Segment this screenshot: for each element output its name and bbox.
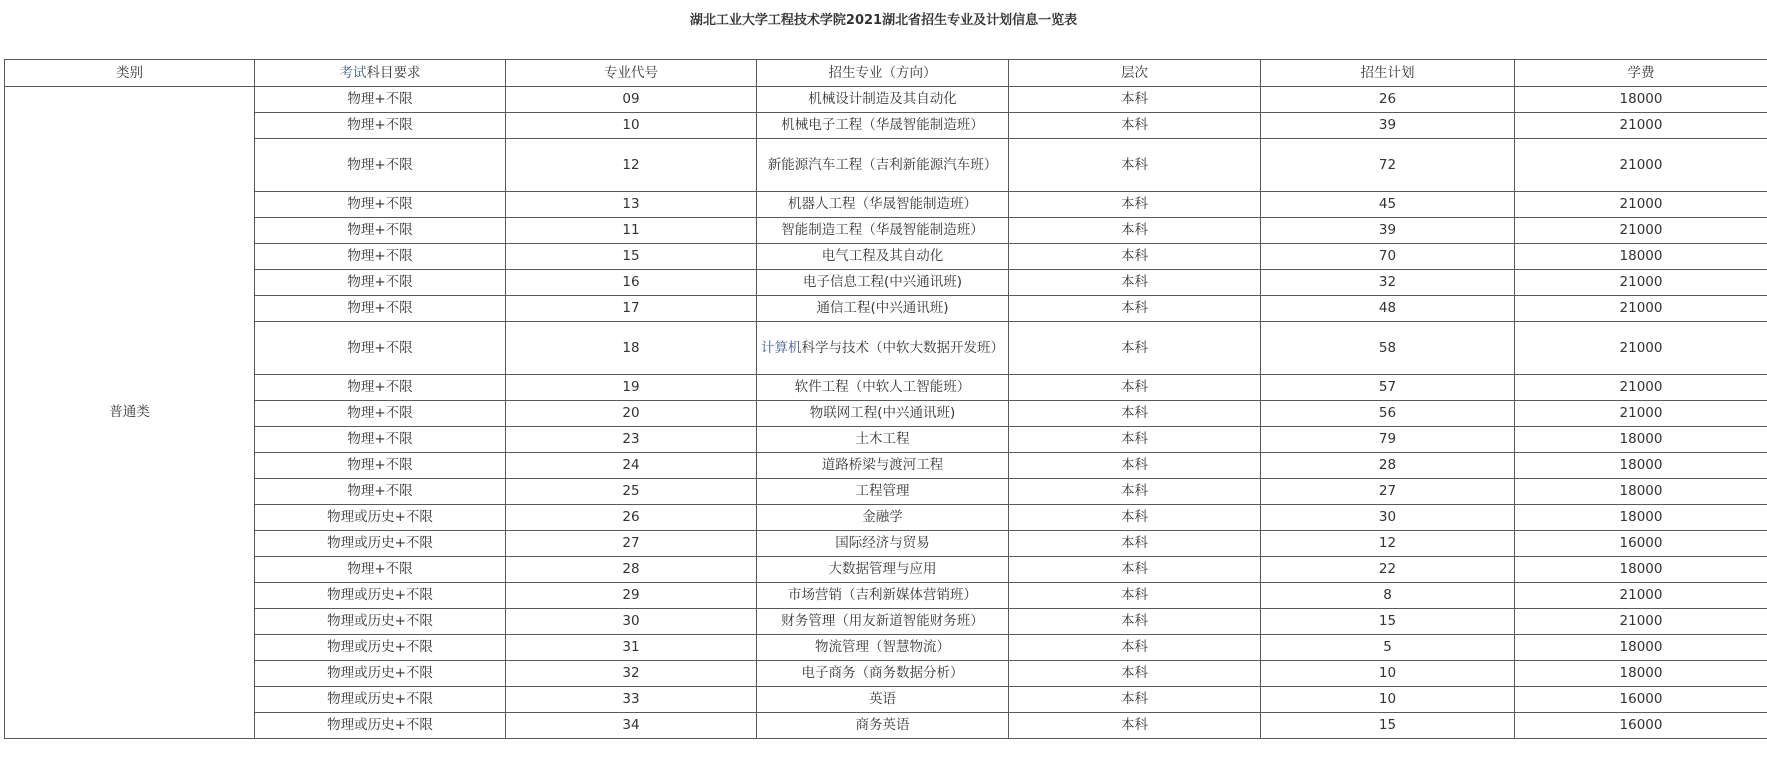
table-body (5, 87, 1767, 739)
fee-cell: 21000 (1515, 296, 1767, 322)
table-row (5, 427, 1767, 453)
level-cell: 本科 (1009, 661, 1261, 687)
fee-cell: 18000 (1515, 244, 1767, 270)
table-row (5, 609, 1767, 635)
major-cell (757, 113, 1009, 139)
major-name: 大数据管理与应用 (828, 561, 937, 577)
table-row (5, 375, 1767, 401)
fee-cell: 21000 (1515, 322, 1767, 375)
subject-requirement-cell: 物理+不限 (255, 244, 506, 270)
major-cell (757, 218, 1009, 244)
major-code-cell: 16 (506, 270, 757, 296)
major-cell (757, 479, 1009, 505)
subject-requirement-cell: 物理+不限 (255, 218, 506, 244)
table-row (5, 583, 1767, 609)
table-row (5, 531, 1767, 557)
fee-cell: 21000 (1515, 375, 1767, 401)
subject-requirement-cell: 物理或历史+不限 (255, 661, 506, 687)
major-name: 国际经济与贸易 (835, 535, 930, 551)
subject-requirement-cell: 物理+不限 (255, 270, 506, 296)
subject-requirement-cell: 物理+不限 (255, 557, 506, 583)
plan-cell: 48 (1261, 296, 1515, 322)
fee-cell: 16000 (1515, 713, 1767, 739)
subject-requirement-cell: 物理或历史+不限 (255, 531, 506, 557)
table-row (5, 687, 1767, 713)
table-row (5, 218, 1767, 244)
major-cell (757, 687, 1009, 713)
level-cell: 本科 (1009, 453, 1261, 479)
plan-cell: 15 (1261, 713, 1515, 739)
table-row (5, 557, 1767, 583)
subject-requirement-cell: 物理+不限 (255, 453, 506, 479)
subject-requirement-cell: 物理或历史+不限 (255, 505, 506, 531)
major-name: 电子商务（商务数据分析） (801, 665, 964, 681)
category-cell: 普通类 (5, 87, 255, 739)
plan-cell: 39 (1261, 113, 1515, 139)
level-cell: 本科 (1009, 635, 1261, 661)
plan-cell: 58 (1261, 322, 1515, 375)
major-name: 金融学 (862, 509, 903, 525)
table-row (5, 635, 1767, 661)
major-code-cell: 17 (506, 296, 757, 322)
major-name: 机械设计制造及其自动化 (808, 91, 957, 107)
fee-cell: 18000 (1515, 505, 1767, 531)
plan-cell: 26 (1261, 87, 1515, 113)
plan-cell: 70 (1261, 244, 1515, 270)
level-cell: 本科 (1009, 139, 1261, 192)
fee-cell: 16000 (1515, 687, 1767, 713)
subject-requirement-cell: 物理或历史+不限 (255, 687, 506, 713)
plan-cell: 5 (1261, 635, 1515, 661)
header-category: 类别 (5, 60, 255, 87)
level-cell: 本科 (1009, 609, 1261, 635)
major-name: 市场营销（吉利新媒体营销班） (788, 587, 977, 603)
fee-cell: 21000 (1515, 192, 1767, 218)
fee-cell: 21000 (1515, 401, 1767, 427)
plan-cell: 28 (1261, 453, 1515, 479)
level-cell: 本科 (1009, 505, 1261, 531)
major-cell (757, 375, 1009, 401)
table-row (5, 270, 1767, 296)
subject-requirement-cell: 物理+不限 (255, 322, 506, 375)
header-fee: 学费 (1515, 60, 1767, 87)
major-code-cell: 29 (506, 583, 757, 609)
table-header-row (5, 60, 1767, 87)
major-code-cell: 13 (506, 192, 757, 218)
plan-cell: 10 (1261, 661, 1515, 687)
plan-cell: 57 (1261, 375, 1515, 401)
major-name: 新能源汽车工程（吉利新能源汽车班） (767, 156, 998, 173)
subject-requirement-cell: 物理+不限 (255, 479, 506, 505)
level-cell: 本科 (1009, 375, 1261, 401)
level-cell: 本科 (1009, 687, 1261, 713)
major-cell (757, 453, 1009, 479)
plan-cell: 22 (1261, 557, 1515, 583)
table-row (5, 661, 1767, 687)
subject-requirement-cell: 物理+不限 (255, 401, 506, 427)
major-cell (757, 609, 1009, 635)
major-code-cell: 33 (506, 687, 757, 713)
major-cell (757, 583, 1009, 609)
fee-cell: 18000 (1515, 427, 1767, 453)
subject-requirement-cell: 物理或历史+不限 (255, 713, 506, 739)
major-code-cell: 10 (506, 113, 757, 139)
table-row (5, 244, 1767, 270)
major-cell (757, 244, 1009, 270)
major-code-cell: 24 (506, 453, 757, 479)
major-code-cell: 32 (506, 661, 757, 687)
major-cell (757, 192, 1009, 218)
major-code-cell: 27 (506, 531, 757, 557)
major-code-cell: 34 (506, 713, 757, 739)
fee-cell: 21000 (1515, 609, 1767, 635)
major-cell (757, 505, 1009, 531)
major-cell (757, 713, 1009, 739)
major-cell (757, 557, 1009, 583)
level-cell: 本科 (1009, 87, 1261, 113)
major-cell (757, 531, 1009, 557)
admission-table-container (4, 59, 1767, 739)
page-title: 湖北工业大学工程技术学院2021湖北省招生专业及计划信息一览表 (689, 13, 1078, 28)
major-name: 物联网工程(中兴通讯班) (809, 405, 956, 421)
fee-cell: 21000 (1515, 583, 1767, 609)
subject-requirement-cell: 物理+不限 (255, 192, 506, 218)
major-name: 通信工程(中兴通讯班) (816, 300, 949, 316)
fee-cell: 18000 (1515, 661, 1767, 687)
level-cell: 本科 (1009, 218, 1261, 244)
fee-cell: 18000 (1515, 453, 1767, 479)
level-cell: 本科 (1009, 322, 1261, 375)
header-subject-requirement: 考试科目要求 (255, 60, 506, 87)
table-row (5, 479, 1767, 505)
major-name: 智能制造工程（华晟智能制造班） (781, 222, 984, 238)
table-row (5, 139, 1767, 192)
level-cell: 本科 (1009, 113, 1261, 139)
header-level: 层次 (1009, 60, 1261, 87)
major-name: 工程管理 (855, 483, 910, 499)
major-code-cell: 09 (506, 87, 757, 113)
plan-cell: 39 (1261, 218, 1515, 244)
major-cell (757, 296, 1009, 322)
level-cell: 本科 (1009, 531, 1261, 557)
fee-cell: 21000 (1515, 218, 1767, 244)
major-name: 英语 (869, 691, 896, 707)
major-cell (757, 427, 1009, 453)
major-cell (757, 322, 1009, 375)
subject-requirement-cell: 物理+不限 (255, 427, 506, 453)
level-cell: 本科 (1009, 244, 1261, 270)
fee-cell: 21000 (1515, 139, 1767, 192)
subject-requirement-cell: 物理或历史+不限 (255, 609, 506, 635)
table-row (5, 505, 1767, 531)
major-code-cell: 25 (506, 479, 757, 505)
major-cell (757, 661, 1009, 687)
subject-requirement-cell: 物理+不限 (255, 296, 506, 322)
header-major: 招生专业（方向） (757, 60, 1009, 87)
plan-cell: 56 (1261, 401, 1515, 427)
level-cell: 本科 (1009, 192, 1261, 218)
fee-cell: 18000 (1515, 479, 1767, 505)
major-cell (757, 635, 1009, 661)
table-row (5, 453, 1767, 479)
level-cell: 本科 (1009, 270, 1261, 296)
major-code-cell: 12 (506, 139, 757, 192)
major-code-cell: 26 (506, 505, 757, 531)
major-name: 道路桥梁与渡河工程 (821, 457, 944, 473)
level-cell: 本科 (1009, 583, 1261, 609)
major-name: 财务管理（用友新道智能财务班） (781, 613, 984, 629)
major-name: 软件工程（中软人工智能班） (794, 379, 971, 395)
plan-cell: 27 (1261, 479, 1515, 505)
major-code-cell: 18 (506, 322, 757, 375)
subject-requirement-cell: 物理+不限 (255, 375, 506, 401)
level-cell: 本科 (1009, 557, 1261, 583)
major-code-cell: 30 (506, 609, 757, 635)
table-row (5, 87, 1767, 113)
table-row (5, 401, 1767, 427)
plan-cell: 45 (1261, 192, 1515, 218)
major-code-cell: 23 (506, 427, 757, 453)
major-code-cell: 15 (506, 244, 757, 270)
exam-link[interactable]: 考试 (339, 64, 367, 81)
major-name: 土木工程 (855, 431, 910, 447)
level-cell: 本科 (1009, 401, 1261, 427)
table-row (5, 192, 1767, 218)
subject-requirement-cell: 物理+不限 (255, 87, 506, 113)
major-name: 科学与技术（中软大数据开发班） (801, 339, 1004, 356)
header-plan: 招生计划 (1261, 60, 1515, 87)
header-major-code: 专业代号 (506, 60, 757, 87)
table-row (5, 322, 1767, 375)
major-code-cell: 28 (506, 557, 757, 583)
fee-cell: 18000 (1515, 557, 1767, 583)
subject-requirement-cell: 物理+不限 (255, 139, 506, 192)
major-name: 电子信息工程(中兴通讯班) (802, 274, 963, 290)
major-name: 商务英语 (855, 717, 910, 733)
fee-cell: 21000 (1515, 113, 1767, 139)
major-code-cell: 31 (506, 635, 757, 661)
plan-cell: 79 (1261, 427, 1515, 453)
plan-cell: 15 (1261, 609, 1515, 635)
computer-link[interactable]: 计算机 (761, 339, 802, 356)
plan-cell: 72 (1261, 139, 1515, 192)
admission-plan-table (4, 59, 1767, 739)
level-cell: 本科 (1009, 479, 1261, 505)
level-cell: 本科 (1009, 713, 1261, 739)
subject-requirement-cell: 物理+不限 (255, 113, 506, 139)
plan-cell: 10 (1261, 687, 1515, 713)
major-name: 机器人工程（华晟智能制造班） (788, 196, 977, 212)
major-code-cell: 19 (506, 375, 757, 401)
fee-cell: 21000 (1515, 270, 1767, 296)
table-row (5, 713, 1767, 739)
fee-cell: 18000 (1515, 87, 1767, 113)
major-name: 电气工程及其自动化 (821, 248, 944, 264)
plan-cell: 32 (1261, 270, 1515, 296)
major-code-cell: 11 (506, 218, 757, 244)
major-cell (757, 401, 1009, 427)
subject-requirement-cell: 物理或历史+不限 (255, 583, 506, 609)
major-name: 机械电子工程（华晟智能制造班） (781, 117, 984, 133)
level-cell: 本科 (1009, 296, 1261, 322)
fee-cell: 18000 (1515, 635, 1767, 661)
table-row (5, 113, 1767, 139)
fee-cell: 16000 (1515, 531, 1767, 557)
major-cell (757, 139, 1009, 192)
plan-cell: 8 (1261, 583, 1515, 609)
plan-cell: 30 (1261, 505, 1515, 531)
major-cell (757, 87, 1009, 113)
major-name: 物流管理（智慧物流） (815, 639, 950, 655)
plan-cell: 12 (1261, 531, 1515, 557)
major-code-cell: 20 (506, 401, 757, 427)
table-row (5, 296, 1767, 322)
subject-requirement-cell: 物理或历史+不限 (255, 635, 506, 661)
major-cell (757, 270, 1009, 296)
level-cell: 本科 (1009, 427, 1261, 453)
